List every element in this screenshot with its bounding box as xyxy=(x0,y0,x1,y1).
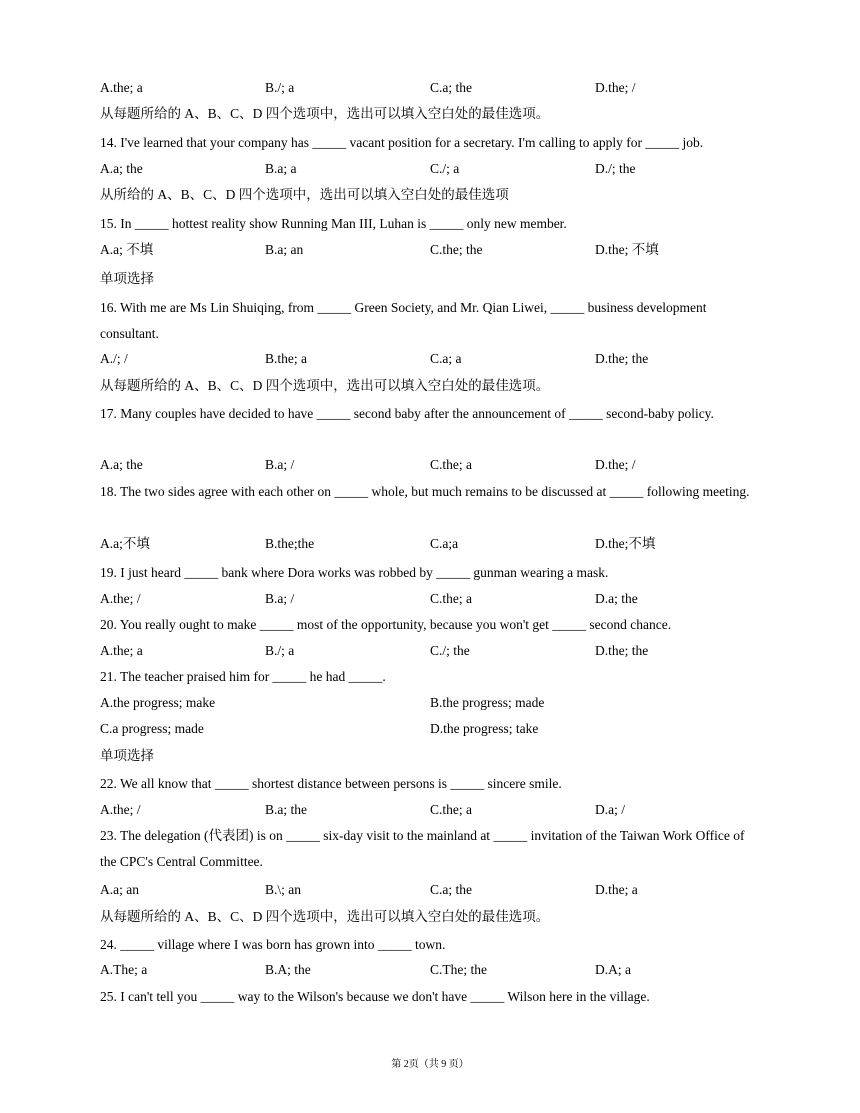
options-row xyxy=(100,800,770,820)
option-d: D.the; 不填 xyxy=(595,242,659,257)
options-row xyxy=(100,960,770,980)
option-a: A.the; / xyxy=(100,802,141,817)
option-a: A.a;不填 xyxy=(100,536,150,551)
option-b: B.a; an xyxy=(265,242,304,257)
instruction: 从每题所给的 A、B、C、D 四个选项中，选出可以填入空白处的最佳选项。 xyxy=(100,378,550,393)
question-14: 14. I've learned that your company has _____ vacant position for a secretary. I'm calling to apply for _____ job. xyxy=(100,135,704,150)
question-22: 22. We all know that _____ shortest distance between persons is _____ sincere smile. xyxy=(100,776,562,791)
option-a: A.a; an xyxy=(100,882,139,897)
option-b: B./; a xyxy=(265,643,295,658)
option-d: D.the; the xyxy=(595,643,649,658)
options-row xyxy=(100,349,770,369)
option-b: B.a; the xyxy=(265,802,307,817)
option-d: D.a; the xyxy=(595,591,638,606)
option-b: B.the;the xyxy=(265,536,315,551)
question-24: 24. _____ village where I was born has grown into _____ town. xyxy=(100,937,446,952)
question-20: 20. You really ought to make _____ most of the opportunity, because you won't get _____ second chance. xyxy=(100,617,672,632)
question-19: 19. I just heard _____ bank where Dora works was robbed by _____ gunman wearing a mask. xyxy=(100,565,609,580)
option-d: D.the; / xyxy=(595,457,636,472)
options-row xyxy=(100,159,770,179)
question-16: 16. With me are Ms Lin Shuiqing, from _____ Green Society, and Mr. Qian Liwei, _____ business development consultant. xyxy=(100,300,707,341)
option-b: B.a; a xyxy=(265,161,297,176)
option-c: C.the; a xyxy=(430,802,472,817)
option-d: D.the; the xyxy=(595,351,649,366)
question-15: 15. In _____ hottest reality show Running Man III, Luhan is _____ only new member. xyxy=(100,216,567,231)
instruction: 从每题所给的 A、B、C、D 四个选项中，选出可以填入空白处的最佳选项。 xyxy=(100,909,550,924)
option-a: A.a; 不填 xyxy=(100,242,154,257)
options-row xyxy=(100,455,770,475)
options-row xyxy=(100,534,770,554)
option-b: B.a; / xyxy=(265,457,295,472)
option-a: A.the; / xyxy=(100,591,141,606)
option-d: D./; the xyxy=(595,161,636,176)
option-c: C.a;a xyxy=(430,536,459,551)
option-b: B.A; the xyxy=(265,962,311,977)
question-21: 21. The teacher praised him for _____ he had _____. xyxy=(100,669,386,684)
option-a: A.The; a xyxy=(100,962,148,977)
option-c: C.The; the xyxy=(430,962,487,977)
option-c: C./; the xyxy=(430,643,470,658)
option-b: B.a; / xyxy=(265,591,295,606)
option-c: C.a; the xyxy=(430,882,472,897)
option-d: D.the; / xyxy=(595,80,636,95)
option-c: C./; a xyxy=(430,161,460,176)
option-c: C.the; a xyxy=(430,591,472,606)
option-b: B.the; a xyxy=(265,351,307,366)
instruction: 从每题所给的 A、B、C、D 四个选项中，选出可以填入空白处的最佳选项。 xyxy=(100,106,550,121)
instruction: 从所给的 A、B、C、D 四个选项中，选出可以填入空白处的最佳选项 xyxy=(100,187,509,202)
option-b: B.\; an xyxy=(265,882,301,897)
option-d: D.the progress; take xyxy=(430,721,539,736)
options-row xyxy=(100,693,770,713)
options-row xyxy=(100,719,770,739)
question-17: 17. Many couples have decided to have _____ second baby after the announcement of _____ second-baby policy. xyxy=(100,406,714,421)
option-a: A.a; the xyxy=(100,457,143,472)
page-footer: 第 2页（共 9 页） xyxy=(391,1059,469,1070)
question-23: 23. The delegation (代表团) is on _____ six-day visit to the mainland at _____ invitation of the Taiwan Work Office of the CPC's Central Committee. xyxy=(100,828,745,869)
option-b: B.the progress; made xyxy=(430,695,545,710)
options-row xyxy=(100,589,770,609)
options-row xyxy=(100,240,770,260)
options-row xyxy=(100,78,770,98)
option-c: C.a; the xyxy=(430,80,472,95)
options-row xyxy=(100,641,770,661)
option-d: D.the;不填 xyxy=(595,536,656,551)
option-a: A.a; the xyxy=(100,161,143,176)
question-18: 18. The two sides agree with each other on _____ whole, but much remains to be discussed at _____ following meeting. xyxy=(100,484,750,499)
option-a: A.the progress; make xyxy=(100,695,216,710)
option-d: D.a; / xyxy=(595,802,625,817)
option-c: C.the; a xyxy=(430,457,472,472)
option-c: C.a progress; made xyxy=(100,721,204,736)
option-a: A.the; a xyxy=(100,80,143,95)
options-row xyxy=(100,880,770,900)
option-b: B./; a xyxy=(265,80,295,95)
option-c: C.the; the xyxy=(430,242,483,257)
option-c: C.a; a xyxy=(430,351,462,366)
section-heading: 单项选择 xyxy=(100,748,154,763)
option-a: A.the; a xyxy=(100,643,143,658)
option-a: A./; / xyxy=(100,351,128,366)
section-heading: 单项选择 xyxy=(100,271,154,286)
option-d: D.A; a xyxy=(595,962,631,977)
option-d: D.the; a xyxy=(595,882,638,897)
question-25: 25. I can't tell you _____ way to the Wilson's because we don't have _____ Wilson here in the village. xyxy=(100,989,650,1004)
